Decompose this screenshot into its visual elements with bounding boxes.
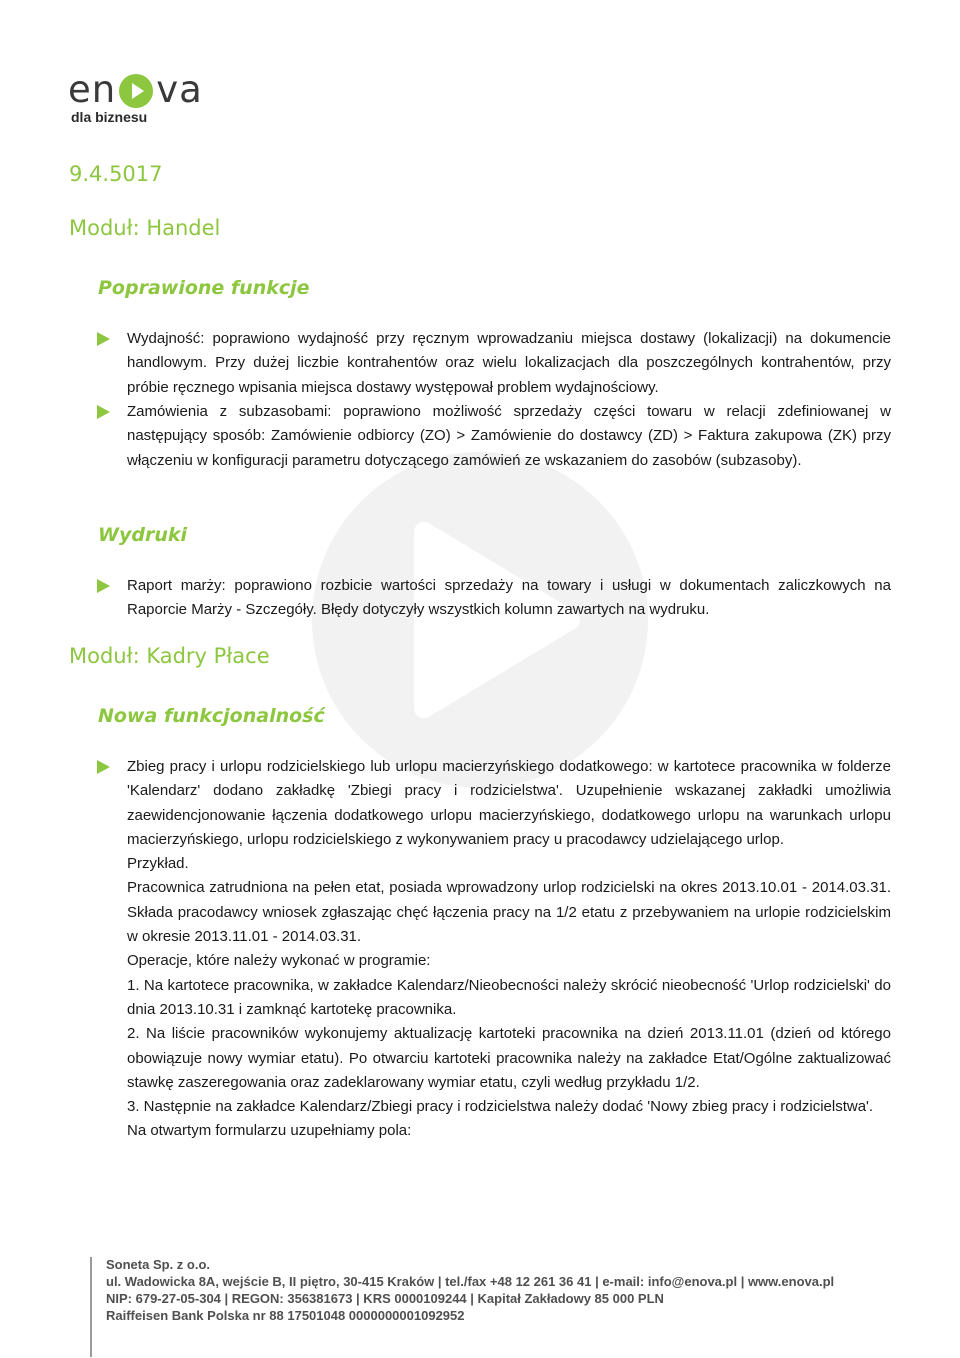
prints-heading: Wydruki	[98, 524, 187, 546]
footer-address: ul. Wadowicka 8A, wejście B, II piętro, 30-415 Kraków | tel./fax +48 12 261 36 41 | e-mail: info@enova.pl | www.enova.pl	[106, 1274, 835, 1289]
new-functionality-heading: Nowa funkcjonalność	[98, 705, 325, 727]
module-handel-heading: Moduł: Handel	[69, 216, 221, 240]
paragraph: 2. Na liście pracowników wykonujemy aktualizację kartoteki pracownika na dzień 2013.11.01 (dzień od którego obowiązuje nowy wymiar etatu). Po otwarciu kartoteki pracownika należy na zakładce Etat/Ogólne zaktualizować stawkę zaszeregowania oraz zadeklarowany wymiar etatu, czyli według przykładu 1/2.	[127, 1025, 891, 1091]
footer-divider	[90, 1257, 92, 1357]
bullet-arrow-icon	[97, 405, 110, 419]
bullet-arrow-icon	[97, 579, 110, 593]
enova-logo	[68, 70, 203, 125]
fixed-functions-heading: Poprawione funkcje	[98, 277, 310, 299]
version-heading: 9.4.5017	[69, 162, 163, 186]
bullet-arrow-icon	[97, 760, 110, 774]
module-kadry-heading: Moduł: Kadry Płace	[69, 644, 270, 668]
paragraph: Operacje, które należy wykonać w programie:	[127, 952, 431, 970]
paragraph: 1. Na kartotece pracownika, w zakładce Kalendarz/Nieobecności należy skrócić nieobecność 'Urlop rodzicielski' do dnia 2013.10.31 i zamknąć kartotekę pracownika.	[127, 976, 891, 1018]
paragraph: Na otwartym formularzu uzupełniamy pola:	[127, 1122, 412, 1140]
page-footer	[90, 1257, 910, 1357]
footer-company: Soneta Sp. z o.o.	[106, 1257, 211, 1272]
footer-registry: NIP: 679-27-05-304 | REGON: 356381673 | KRS 0000109244 | Kapitał Zakładowy 85 000 PLN	[106, 1291, 664, 1306]
list-item	[127, 755, 891, 1144]
logo-play-icon	[118, 73, 154, 109]
list-item: Raport marży: poprawiono rozbicie wartości sprzedaży na towary i usługi w dokumentach zaliczkowych na Raporcie Marży - Szczegóły. Błędy dotyczyły wszystkich kolumn zawartych na wydruku.	[127, 577, 891, 619]
paragraph: 3. Następnie na zakładce Kalendarz/Zbiegi pracy i rodzicielstwa należy dodać 'Nowy zbieg pracy i rodzicielstwa'.	[127, 1098, 874, 1116]
bullet-arrow-icon	[97, 332, 110, 346]
logo-tagline: dla biznesu	[71, 109, 148, 125]
paragraph: Zbieg pracy i urlopu rodzicielskiego lub urlopu macierzyńskiego dodatkowego: w kartotece pracownika w folderze 'Kalendarz' dodano zakładkę 'Zbiegi pracy i rodzicielstwa'. Uzupełnienie wskazanej zakładki umożliwia zaewidencjonowanie łączenia dodatkowego urlopu macierzyńskiego, dodatkowego urlopu na warunkach urlopu macierzyńskiego, urlopu rodzicielskiego z wykonywaniem pracy u pracodawcy udzielającego urlop.	[127, 758, 891, 848]
footer-bank: Raiffeisen Bank Polska nr 88 17501048 0000000001092952	[106, 1308, 465, 1323]
list-item: Zamówienia z subzasobami: poprawiono możliwość sprzedaży części towaru w relacji zdefiniowanej w następujący sposób: Zamówienie odbiorcy (ZO) > Zamówienie do dostawcy (ZD) > Faktura zakupowa (ZK) przy włączeniu w konfiguracji parametru dotyczącego zamówień ze wskazaniem do zasobów (subzasoby).	[127, 403, 891, 469]
paragraph: Przykład.	[127, 855, 189, 873]
list-item: Wydajność: poprawiono wydajność przy ręcznym wprowadzaniu miejsca dostawy (lokalizacji) na dokumencie handlowym. Przy dużej liczbie kontrahentów oraz wielu lokalizacjach dla poszczególnych kontrahentów, przy próbie ręcznego wpisania miejsca dostawy występował problem wydajnościowy.	[127, 330, 891, 396]
logo-word-left: en	[68, 68, 117, 111]
paragraph: Pracownica zatrudniona na pełen etat, posiada wprowadzony urlop rodzicielski na okres 2013.10.01 - 2014.03.31. Składa pracodawcy wniosek zgłaszając chęć łączenia pracy na 1/2 etatu z przebywaniem na urlopie rodzicielskim w okresie 2013.11.01 - 2014.03.31.	[127, 879, 891, 946]
logo-word-right: va	[156, 68, 203, 111]
